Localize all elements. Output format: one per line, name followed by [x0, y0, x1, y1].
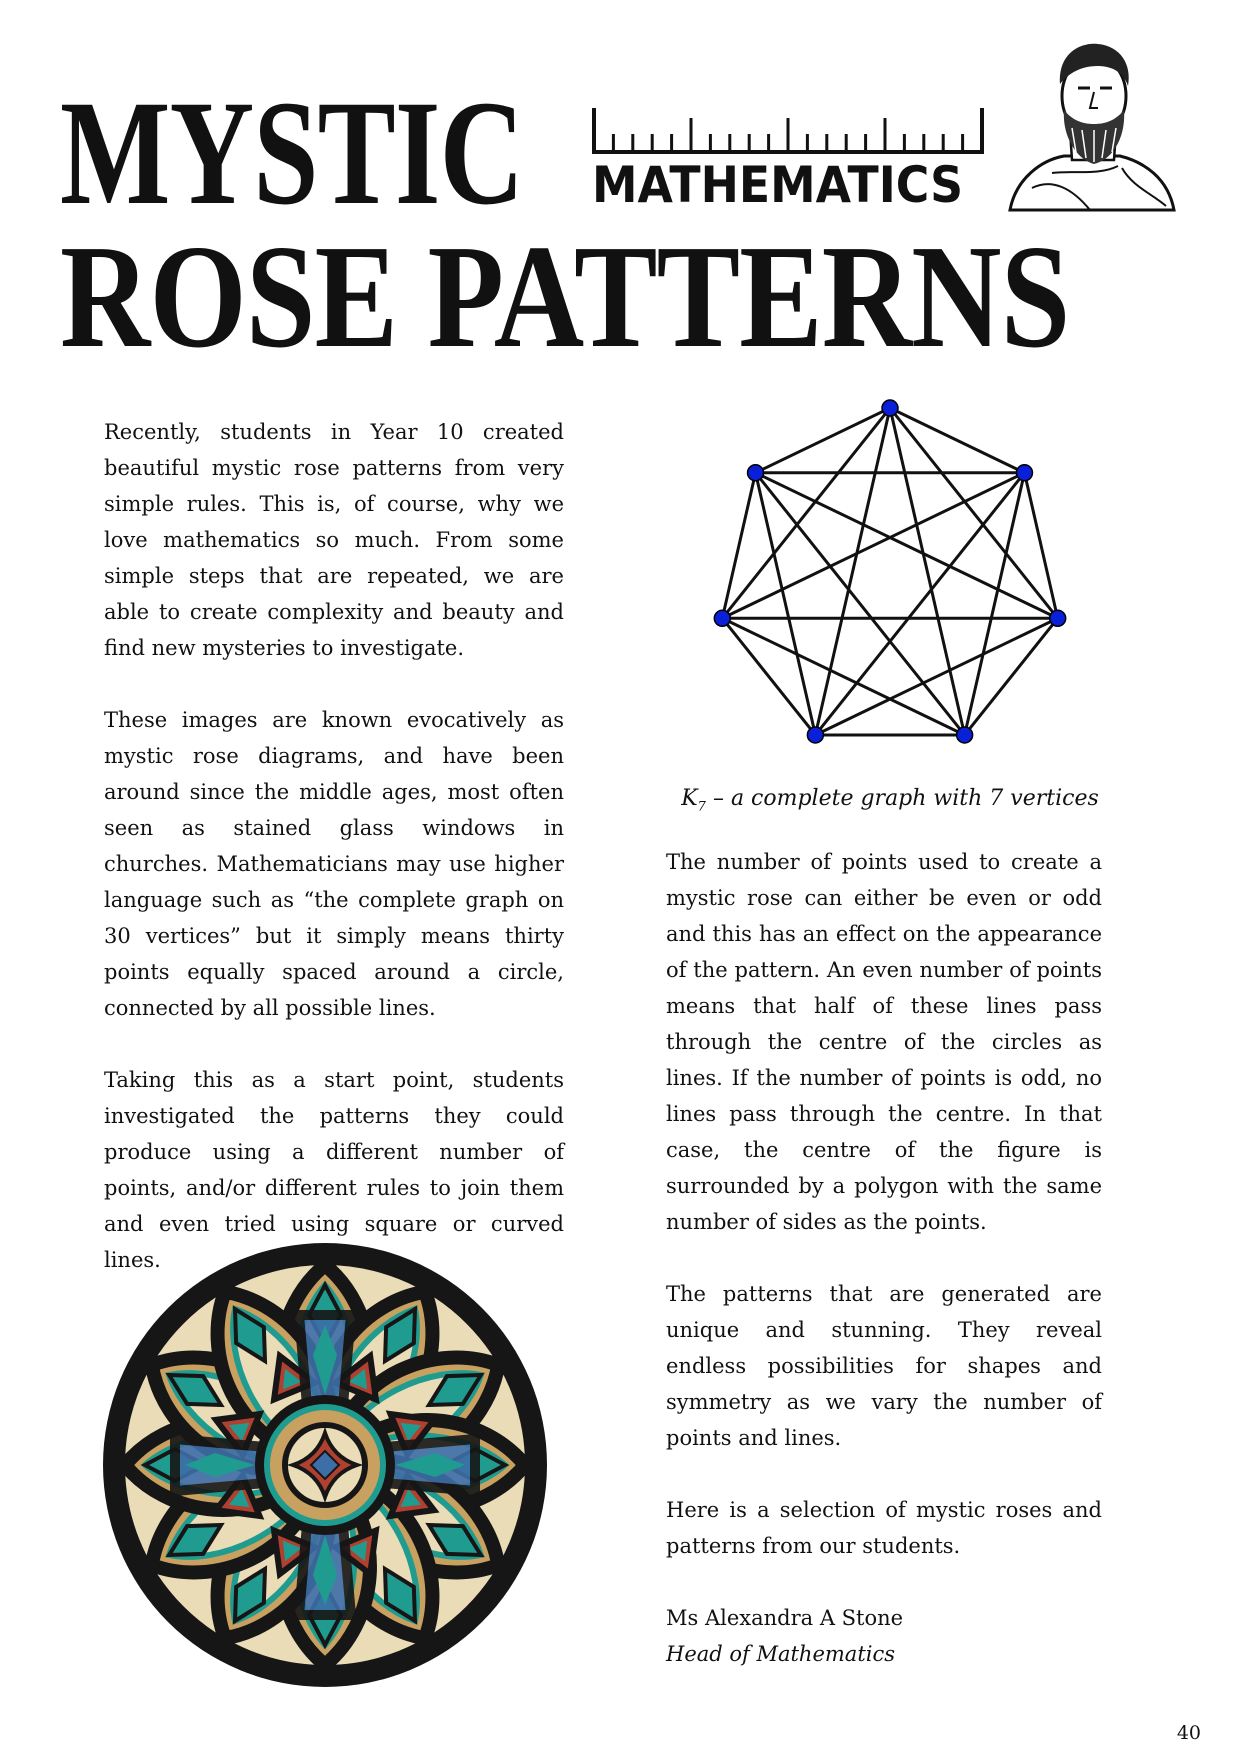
graph-vertex	[714, 610, 730, 626]
caption-subscript: 7	[697, 799, 706, 815]
graph-edge	[890, 408, 1024, 473]
graph-edge	[756, 408, 890, 473]
complete-graph-k7-diagram	[680, 390, 1100, 770]
caption-text: – a complete graph with 7 vertices	[705, 786, 1099, 811]
graph-vertices	[714, 400, 1065, 743]
right-paragraph-3: Here is a selection of mystic roses and patterns from our students.	[666, 1498, 1102, 1558]
graph-vertex	[748, 465, 764, 481]
graph-vertex	[957, 727, 973, 743]
subtitle: MATHEMATICS	[592, 156, 964, 214]
graph-edge	[722, 618, 964, 735]
graph-edge	[815, 618, 1057, 735]
graph-vertex	[807, 727, 823, 743]
left-paragraph-1: Recently, students in Year 10 created beautiful mystic rose patterns from very simple rules. This is, of course, why we love mathematics so much. From some simple steps that are repeated, we are able to create complexity and beauty and find new mysteries to investigate.	[104, 420, 564, 660]
right-column-text	[666, 844, 1102, 1672]
ruler-icon	[592, 108, 984, 156]
graph-edges	[722, 408, 1057, 735]
title-line-2: ROSE PATTERNS	[60, 215, 1070, 379]
graph-edge	[756, 473, 1058, 619]
left-paragraph-3: Taking this as a start point, students investigated the patterns they could produce using a different number of points, and/or different rules to join them and even tried using square or curved lines.	[104, 1068, 564, 1272]
right-paragraph-1: The number of points used to create a mystic rose can either be even or odd and this has an effect on the appearance of the pattern. An even number of points means that half of these lines pass through the centre of the circles as lines. If the number of points is odd, no lines pass through the centre. In that case, the centre of the figure is surrounded by a polygon with the same number of sides as the points.	[666, 850, 1102, 1234]
signature-title: Head of Mathematics	[666, 1642, 896, 1666]
graph-vertex	[1016, 465, 1032, 481]
graph-vertex	[1050, 610, 1066, 626]
philosopher-portrait-icon	[1002, 38, 1180, 216]
rose-window-stained-glass-image	[100, 1240, 550, 1690]
left-paragraph-2: These images are known evocatively as mystic rose diagrams, and have been around since the middle ages, most often seen as stained glass windows in churches. Mathematicians may use higher language such as “the complete graph on 30 vertices” but it simply means thirty points equally spaced around a circle, connected by all possible lines.	[104, 708, 564, 1020]
graph-edge	[722, 473, 1024, 619]
caption-symbol: K	[681, 786, 698, 811]
signature-name: Ms Alexandra A Stone	[666, 1606, 904, 1630]
right-paragraph-2: The patterns that are generated are unique and stunning. They reveal endless possibilities for shapes and symmetry as we vary the number of points and lines.	[666, 1282, 1102, 1450]
figure-caption	[680, 786, 1100, 814]
graph-vertex	[882, 400, 898, 416]
title-line-1: MYSTIC	[60, 70, 524, 236]
page-number: 40	[1176, 1722, 1201, 1744]
left-column-text	[104, 414, 564, 1278]
